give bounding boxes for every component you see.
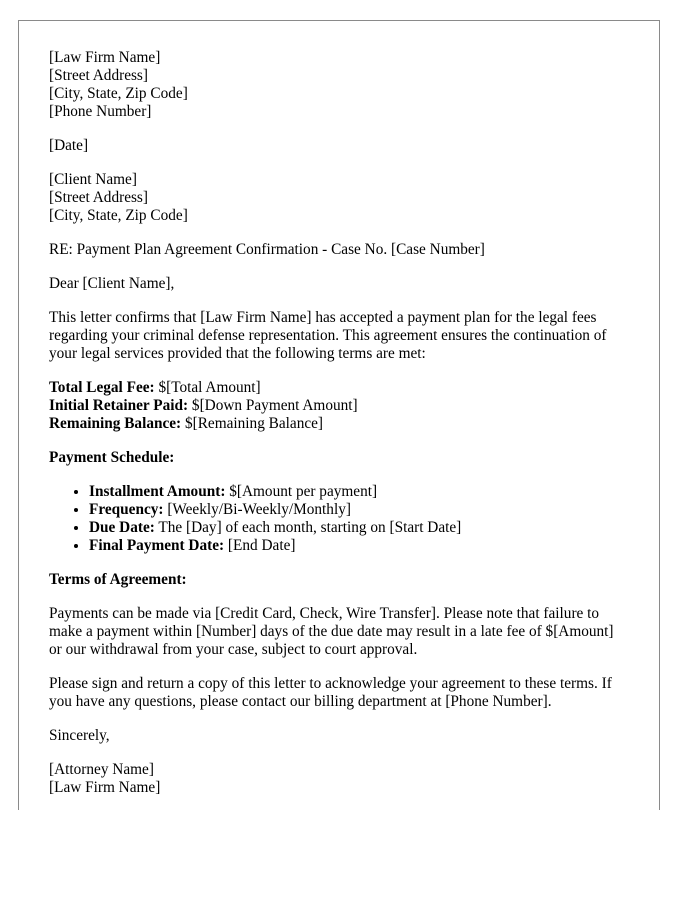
- fee-value: $[Total Amount]: [154, 379, 261, 396]
- recipient-street: [Street Address]: [49, 189, 148, 206]
- intro-paragraph: This letter confirms that [Law Firm Name] has accepted a payment plan for the legal fees regarding your criminal defense representation. This agreement ensures the continuation of your legal services provided that the following terms are met:: [49, 309, 607, 362]
- schedule-item-value: [Weekly/Bi-Weekly/Monthly]: [163, 501, 351, 518]
- schedule-item-label: Final Payment Date:: [89, 537, 225, 554]
- sender-street: [Street Address]: [49, 67, 148, 84]
- schedule-item-label: Due Date:: [89, 519, 155, 536]
- sender-phone: [Phone Number]: [49, 103, 152, 120]
- sender-city-state-zip: [City, State, Zip Code]: [49, 85, 188, 102]
- terms-heading: [49, 571, 629, 589]
- fee-line-retainer: [49, 397, 629, 415]
- schedule-item: [89, 537, 629, 555]
- fee-label: Initial Retainer Paid:: [49, 397, 189, 414]
- salutation: Dear [Client Name],: [49, 275, 175, 292]
- schedule-item: [89, 483, 629, 501]
- terms-heading-text: Terms of Agreement:: [49, 571, 187, 588]
- schedule-item-label: Installment Amount:: [89, 483, 226, 500]
- recipient-city-state-zip: [City, State, Zip Code]: [49, 207, 188, 224]
- letter-page: [18, 20, 660, 810]
- schedule-item-value: The [Day] of each month, starting on [Start Date]: [154, 519, 462, 536]
- schedule-item-value: $[Amount per payment]: [225, 483, 378, 500]
- signature-firm-name: [Law Firm Name]: [49, 779, 161, 796]
- sign-off: Sincerely,: [49, 727, 110, 744]
- fee-label: Total Legal Fee:: [49, 379, 155, 396]
- fee-value: $[Remaining Balance]: [181, 415, 324, 432]
- schedule-item: [89, 519, 629, 537]
- fee-line-total: [49, 379, 629, 397]
- recipient-address: [49, 171, 629, 225]
- sender-firm-name: [Law Firm Name]: [49, 49, 161, 66]
- sender-address: [49, 49, 629, 121]
- schedule-heading: [49, 449, 629, 467]
- terms-paragraph: Payments can be made via [Credit Card, Check, Wire Transfer]. Please note that failure to make a payment within [Number] days of the due date may result in a late fee of $[Amount] or our withdrawal from your case, subject to court approval.: [49, 605, 614, 658]
- fee-summary: [49, 379, 629, 433]
- signature-block: [49, 761, 629, 797]
- fee-line-remaining: [49, 415, 629, 433]
- schedule-item-label: Frequency:: [89, 501, 164, 518]
- subject-line: RE: Payment Plan Agreement Confirmation - Case No. [Case Number]: [49, 241, 485, 258]
- schedule-heading-text: Payment Schedule:: [49, 449, 175, 466]
- fee-value: $[Down Payment Amount]: [188, 397, 358, 414]
- attorney-name: [Attorney Name]: [49, 761, 154, 778]
- closing-paragraph: Please sign and return a copy of this letter to acknowledge your agreement to these terms. If you have any questions, please contact our billing department at [Phone Number].: [49, 675, 612, 710]
- letter-date: [Date]: [49, 137, 89, 154]
- schedule-item: [89, 501, 629, 519]
- fee-label: Remaining Balance:: [49, 415, 182, 432]
- schedule-list: [49, 483, 629, 555]
- recipient-name: [Client Name]: [49, 171, 137, 188]
- schedule-item-value: [End Date]: [224, 537, 296, 554]
